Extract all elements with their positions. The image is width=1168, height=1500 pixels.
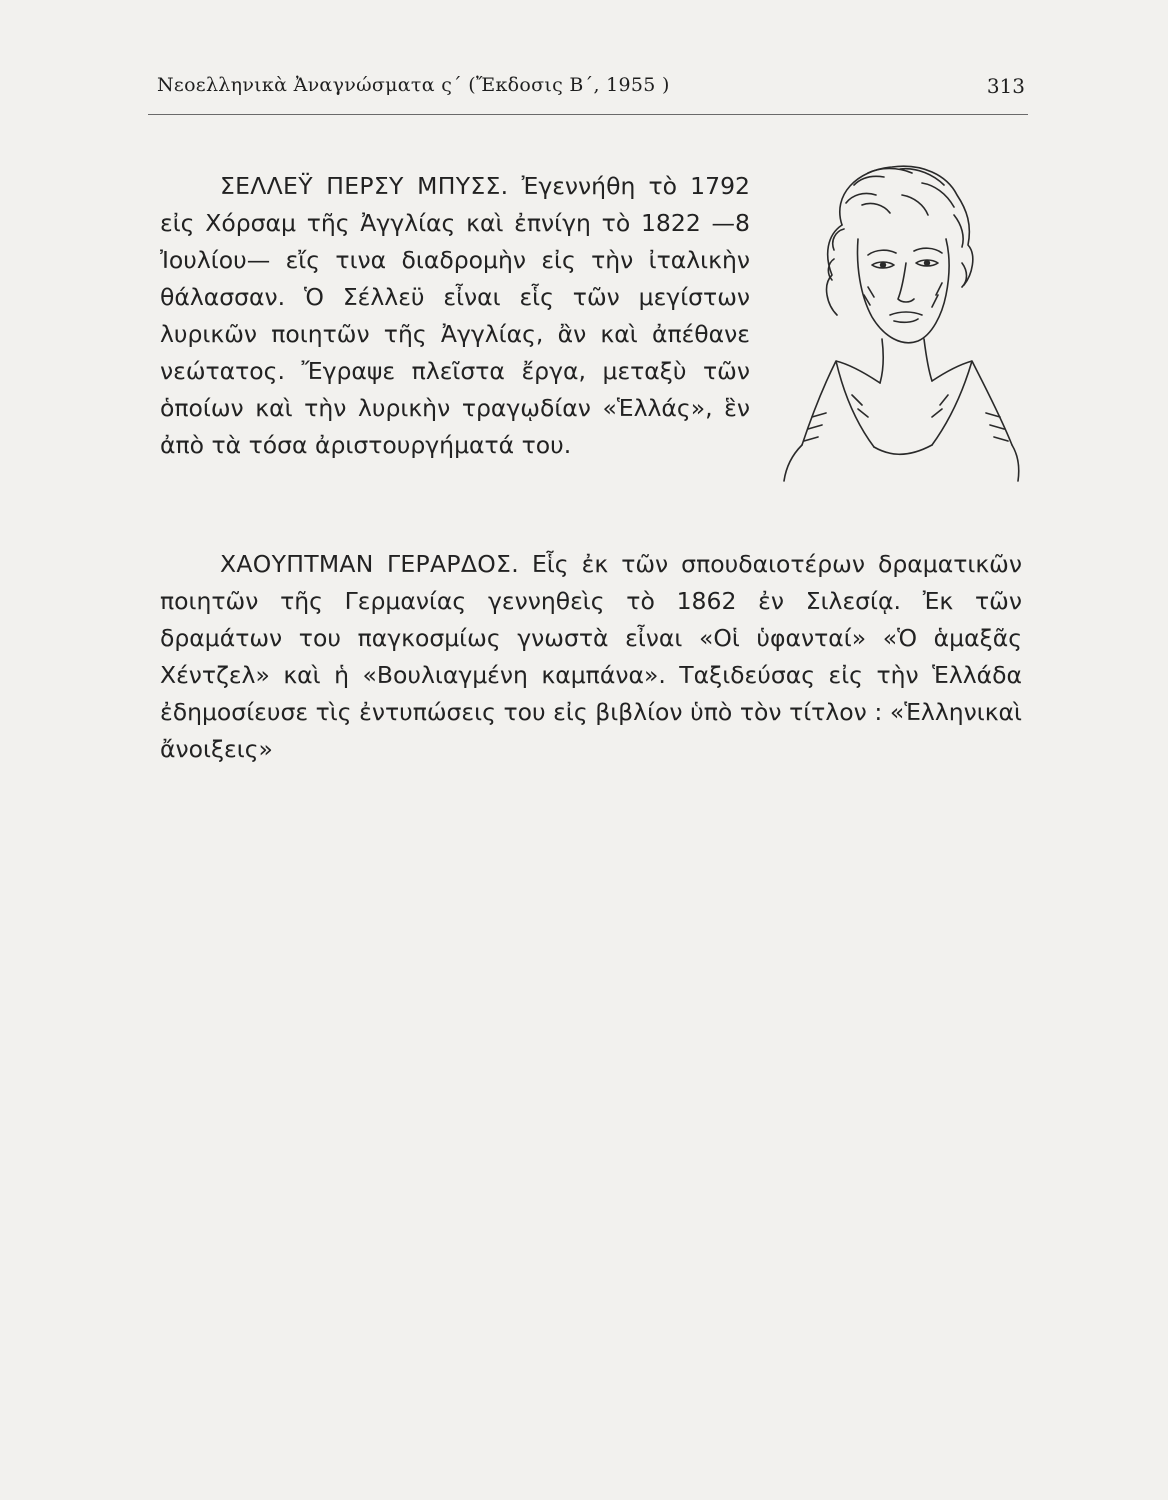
shelley-portrait-icon: [772, 155, 1027, 490]
page-header: [157, 74, 1025, 104]
page-number: 313: [986, 74, 1025, 98]
entry-heading: ΧΑΟΥΠΤΜΑΝ ΓΕΡΑΡΔΟΣ.: [220, 550, 519, 578]
entry-shelley: [160, 168, 750, 464]
running-title: Νεοελληνικὰ Ἀναγνώσματα ς΄ (Ἔκδοσις Β΄, 1955 ): [157, 74, 670, 96]
entry-hauptmann: [160, 546, 1022, 768]
header-rule: [148, 114, 1028, 115]
entry-body: Εἷς ἐκ τῶν σπουδαιοτέρων δραματικῶν ποιητῶν τῆς Γερμανίας γεννηθεὶς τὸ 1862 ἐν Σιλεσίᾳ. Ἐκ τῶν δραμάτων του παγκοσμίως γνωστὰ εἶναι «Οἱ ὑφανταί» «Ὁ ἁμαξᾶς Χέντζελ» καὶ ἡ «Βουλιαγμένη καμπάνα». Ταξιδεύσας εἰς τὴν Ἑλλάδα ἐδημοσίευσε τὶς ἐντυπώσεις του εἰς βιβλίον ὑπὸ τὸν τίτλον : «Ἑλληνικαὶ ἄνοιξεις»: [160, 550, 1022, 763]
entry-body: Ἐγεννήθη τὸ 1792 εἰς Χόρσαμ τῆς Ἀγγλίας καὶ ἐπνίγη τὸ 1822 —8 Ἰουλίου— εἴς τινα διαδρομὴν εἰς τὴν ἰταλικὴν θάλασσαν. Ὁ Σέλλεϋ εἶναι εἷς τῶν μεγίστων λυρικῶν ποιητῶν τῆς Ἀγγλίας, ἂν καὶ ἀπέθανε νεώτατος. Ἔγραψε πλεῖστα ἔργα, μεταξὺ τῶν ὁποίων καὶ τὴν λυρικὴν τραγῳδίαν «Ἑλλάς», ἓν ἀπὸ τὰ τόσα ἀριστουργήματά του.: [160, 172, 750, 459]
entry-heading: ΣΕΛΛΕΫ ΠΕΡΣΥ ΜΠΥΣΣ.: [220, 172, 509, 200]
